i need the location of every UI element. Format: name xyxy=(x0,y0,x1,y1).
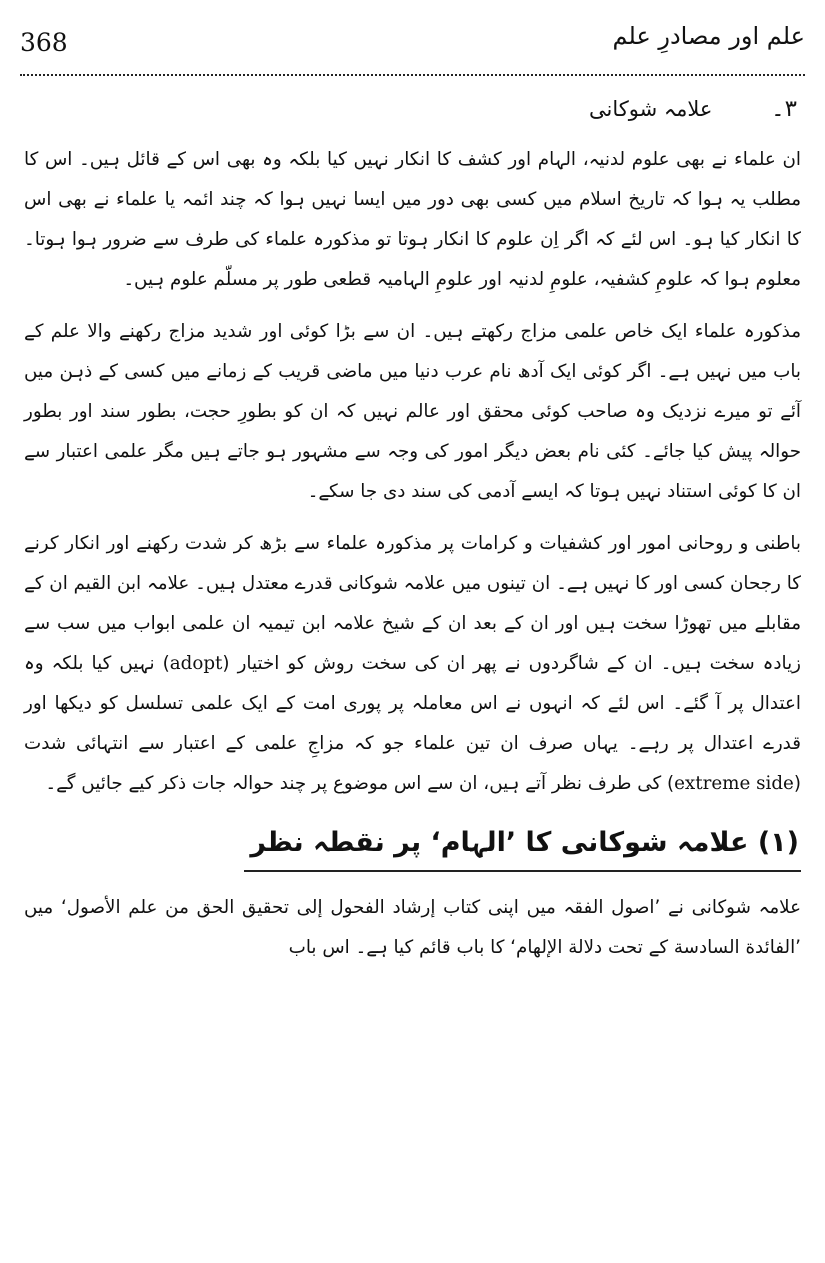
paragraph-2: مذکورہ علماء ایک خاص علمی مزاج رکھتے ہیں۔ ان سے بڑا کوئی اور شدید مزاج رکھنے والا علم کے باب میں نہیں ہے۔ اگر کوئی ایک آدھ نام عرب دنیا میں ماضی قریب کے زمانے میں کسی کے ذہن میں آئے تو میرے نزدیک وہ صاحب کوئی محقق اور عالم نہیں کہ ان کو بطورِ حجت، بطور سند اور بطور حوالہ پیش کیا جائے۔ کئی نام بعض دیگر امور کی وجہ سے مشہور ہو جاتے ہیں مگر علمی اعتبار سے ان کا کوئی استناد نہیں ہوتا کہ ایسے آدمی کی سند دی جا سکے۔ xyxy=(24,321,801,502)
subheading: (۱) علامہ شوکانی کا ’الہام‘ پر نقطہ نظر xyxy=(244,820,801,872)
page-number: 368 xyxy=(20,28,68,57)
paragraph-3-part-1: باطنی و روحانی امور اور کشفیات و کرامات پر مذکورہ علماء سے بڑھ کر شدت رکھنے اور انکار کرنے کا رجحان کسی اور کا نہیں ہے۔ ان تینوں میں علامہ شوکانی قدرے معتدل ہیں۔ علامہ ابن القیم ان کے مقابلے میں تھوڑا سخت ہیں اور ان کے بعد ان کے شیخ علامہ ابن تیمیہ ان علمی ابواب میں سب سے زیادہ سخت ہیں۔ ان کے شاگردوں نے پھر ان کی سخت روش کو اختیار ( xyxy=(24,533,802,674)
running-head: علم اور مصادرِ علم xyxy=(612,22,805,50)
term-adopt: adopt xyxy=(169,653,223,674)
paragraph-3 xyxy=(24,524,801,804)
header-divider xyxy=(20,74,805,76)
paragraph-final: علامہ شوکانی نے ’اصول الفقہ میں اپنی کتاب إرشاد الفحول إلی تحقيق الحق من علم الأصول‘ میں ’الفائدة السادسة کے تحت دلالة الإلهام‘ کا باب قائم کیا ہے۔ اس باب xyxy=(24,897,801,958)
section-number: ۳۔ xyxy=(771,96,797,122)
subheading-container xyxy=(24,820,801,872)
page-header xyxy=(20,18,805,70)
term-extreme-side: extreme side xyxy=(674,773,794,794)
paragraph-3-part-2: ) نہیں کیا بلکہ وہ اعتدال پر آ گئے۔ اس لئے کہ انہوں نے اس معاملہ پر پوری امت کے ایک علمی تسلسل کو دیکھا اور قدرے اعتدال پر رہے۔ یہاں صرف ان تین علماء جو کہ مزاجِ علمی کے اعتبار سے انتہائی شدت ( xyxy=(24,653,801,794)
paragraph-1: ان علماء نے بھی علوم لدنیہ، الہام اور کشف کا انکار نہیں کیا بلکہ وہ بھی اس کے قائل ہیں۔ اس کا مطلب یہ ہوا کہ تاریخ اسلام میں کسی بھی دور میں ایسا نہیں ہوا کہ چند ائمہ یا علماء نے بھی اس کا انکار کیا ہو۔ اس لئے کہ اگر اِن علوم کا انکار ہوتا تو مذکورہ علماء کی طرف سے ضرور ہوا ہوتا۔ معلوم ہوا کہ علومِ کشفیہ، علومِ لدنیہ اور علومِ الہامیہ قطعی طور پر مسلّم علوم ہیں۔ xyxy=(24,149,801,290)
paragraph-3-part-3: ) کی طرف نظر آتے ہیں، ان سے اس موضوع پر چند حوالہ جات ذکر کیے جائیں گے۔ xyxy=(45,773,675,794)
page-content xyxy=(24,92,801,980)
section-heading xyxy=(24,94,797,124)
section-title: علامہ شوکانی xyxy=(588,97,713,121)
